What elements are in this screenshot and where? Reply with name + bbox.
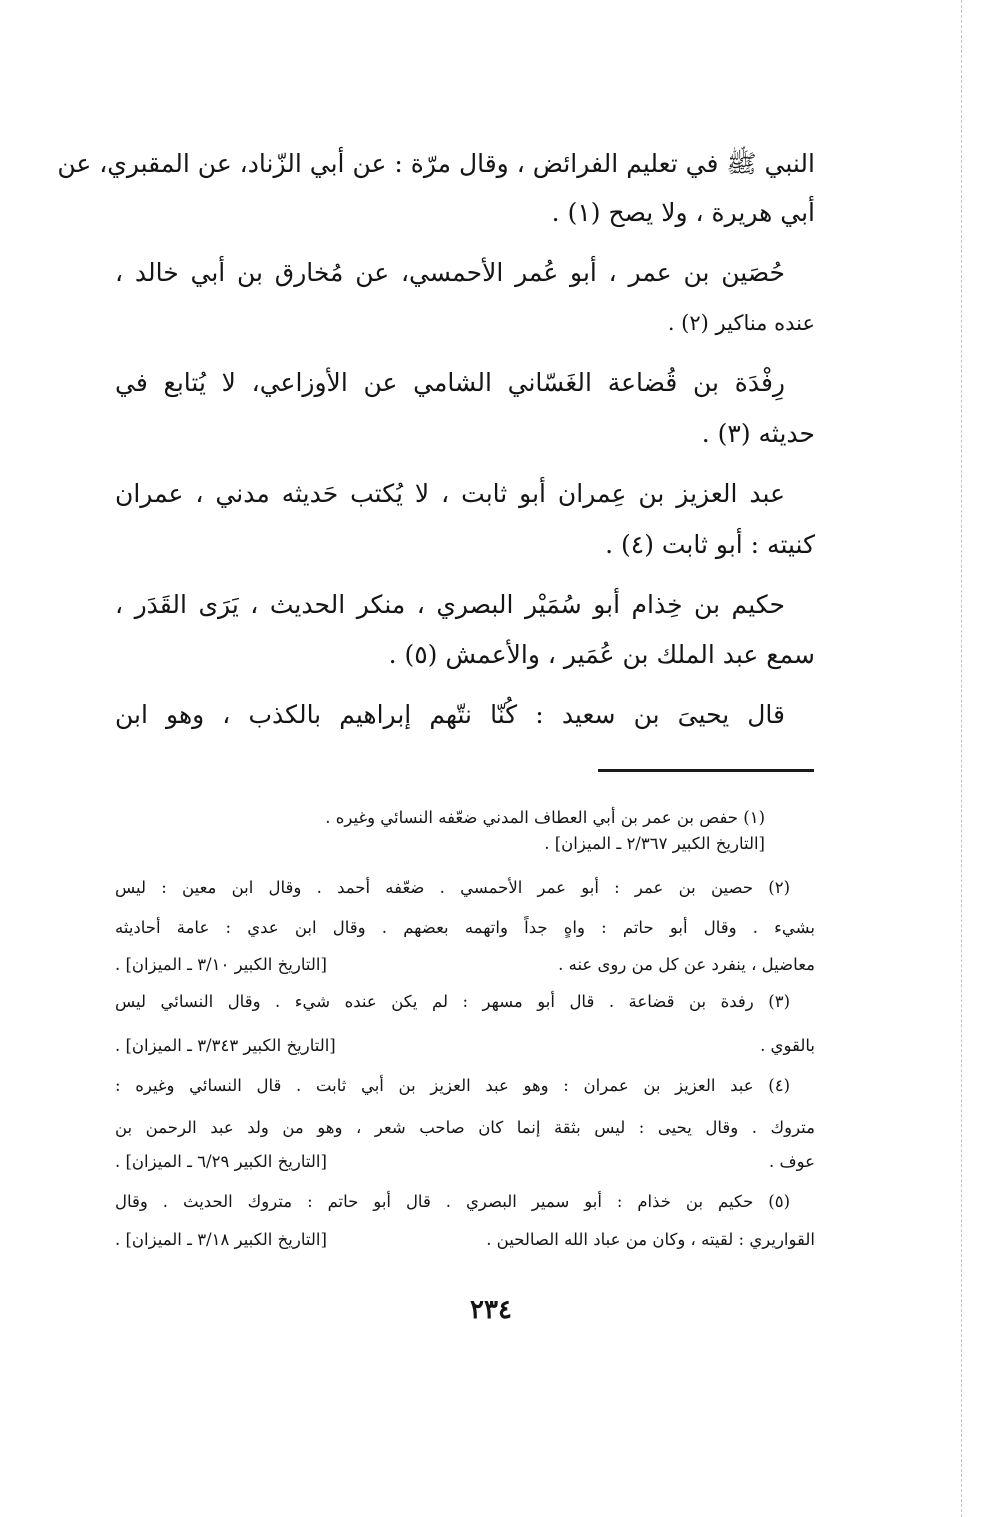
footnote-5-line [115,1228,815,1252]
footnote-2-line [115,953,815,977]
footnote-2-ref: [التاريخ الكبير ٣/١٠ ـ الميزان] . [115,955,327,974]
footnote-5-ref: [التاريخ الكبير ٣/١٨ ـ الميزان] . [115,1230,327,1249]
footnote-5-text: القواريري : لقيته ، وكان من عباد الله الصالحين . [486,1230,815,1249]
footnote-4-line [115,1150,815,1174]
footnote-4-line: (٤) عبد العزيز بن عمران : وهو عبد العزيز بن أبي ثابت . قال النسائي وغيره : [115,1076,790,1095]
main-text-line: كنيته : أبو ثابت (٤) . [605,530,815,559]
main-text-line: النبي ﷺ في تعليم الفرائض ، وقال مرّة : عن أبي الزّناد، عن المقبري، عن [57,149,815,178]
footnote-4-text: عوف . [769,1152,815,1171]
footnote-3-line: (٣) رفدة بن قضاعة . قال أبو مسهر : لم يكن عنده شيء . وقال النسائي ليس [115,992,790,1011]
main-text-line: رِفْدَة بن قُضاعة الغَسّاني الشامي عن الأوزاعي، لا يُتابع في [115,368,785,397]
footnote-separator [598,769,814,772]
main-text-line: حُصَين بن عمر ، أبو عُمر الأحمسي، عن مُخارق بن أبي خالد ، [115,258,785,287]
footnote-2-text: معاضيل ، ينفرد عن كل من روى عنه . [558,955,815,974]
main-text-line: قال يحيىَ بن سعيد : كُنّا نتّهم إبراهيم بالكذب ، وهو ابن [115,700,785,729]
footnote-2-line: (٢) حصين بن عمر : أبو عمر الأحمسي . ضعّفه أحمد . وقال ابن معين : ليس [115,878,790,897]
footnote-5-line: (٥) حكيم بن خذام : أبو سمير البصري . قال أبو حاتم : متروك الحديث . وقال [115,1192,790,1211]
footnote-3-text: بالقوي . [760,1036,815,1055]
footnote-3-ref: [التاريخ الكبير ٣/٣٤٣ ـ الميزان] . [115,1036,336,1055]
main-text-line: عبد العزيز بن عِمران أبو ثابت ، لا يُكتب حَديثه مدني ، عمران [115,479,785,508]
main-text-line: حكيم بن خِذام أبو سُمَيْر البصري ، منكر الحديث ، يَرَى القَدَر ، [115,590,785,619]
footnote-1-line: (١) حفص بن عمر بن أبي العطاف المدني ضعّفه النسائي وغيره . [325,808,765,827]
footnote-3-line [115,1034,815,1058]
main-text-line: سمع عبد الملك بن عُمَير ، والأعمش (٥) . [388,640,815,669]
footnote-4-ref: [التاريخ الكبير ٦/٢٩ ـ الميزان] . [115,1152,327,1171]
main-text-line: أبي هريرة ، ولا يصح (١) . [551,198,815,227]
footnote-2-line: بشيء . وقال أبو حاتم : واهٍ جداً واتهمه بعضهم . وقال ابن عدي : عامة أحاديثه [115,918,815,937]
main-text-line: حديثه (٣) . [701,419,815,448]
main-text-line: عنده مناكير (٢) . [667,311,815,335]
footnote-1-ref: [التاريخ الكبير ٢/٣٦٧ ـ الميزان] . [544,834,765,853]
footnote-4-line: متروك . وقال يحيى : ليس بثقة إنما كان صاحب شعر ، وهو من ولد عبد الرحمن بن [115,1118,815,1137]
page-number: ٢٣٤ [470,1295,512,1325]
